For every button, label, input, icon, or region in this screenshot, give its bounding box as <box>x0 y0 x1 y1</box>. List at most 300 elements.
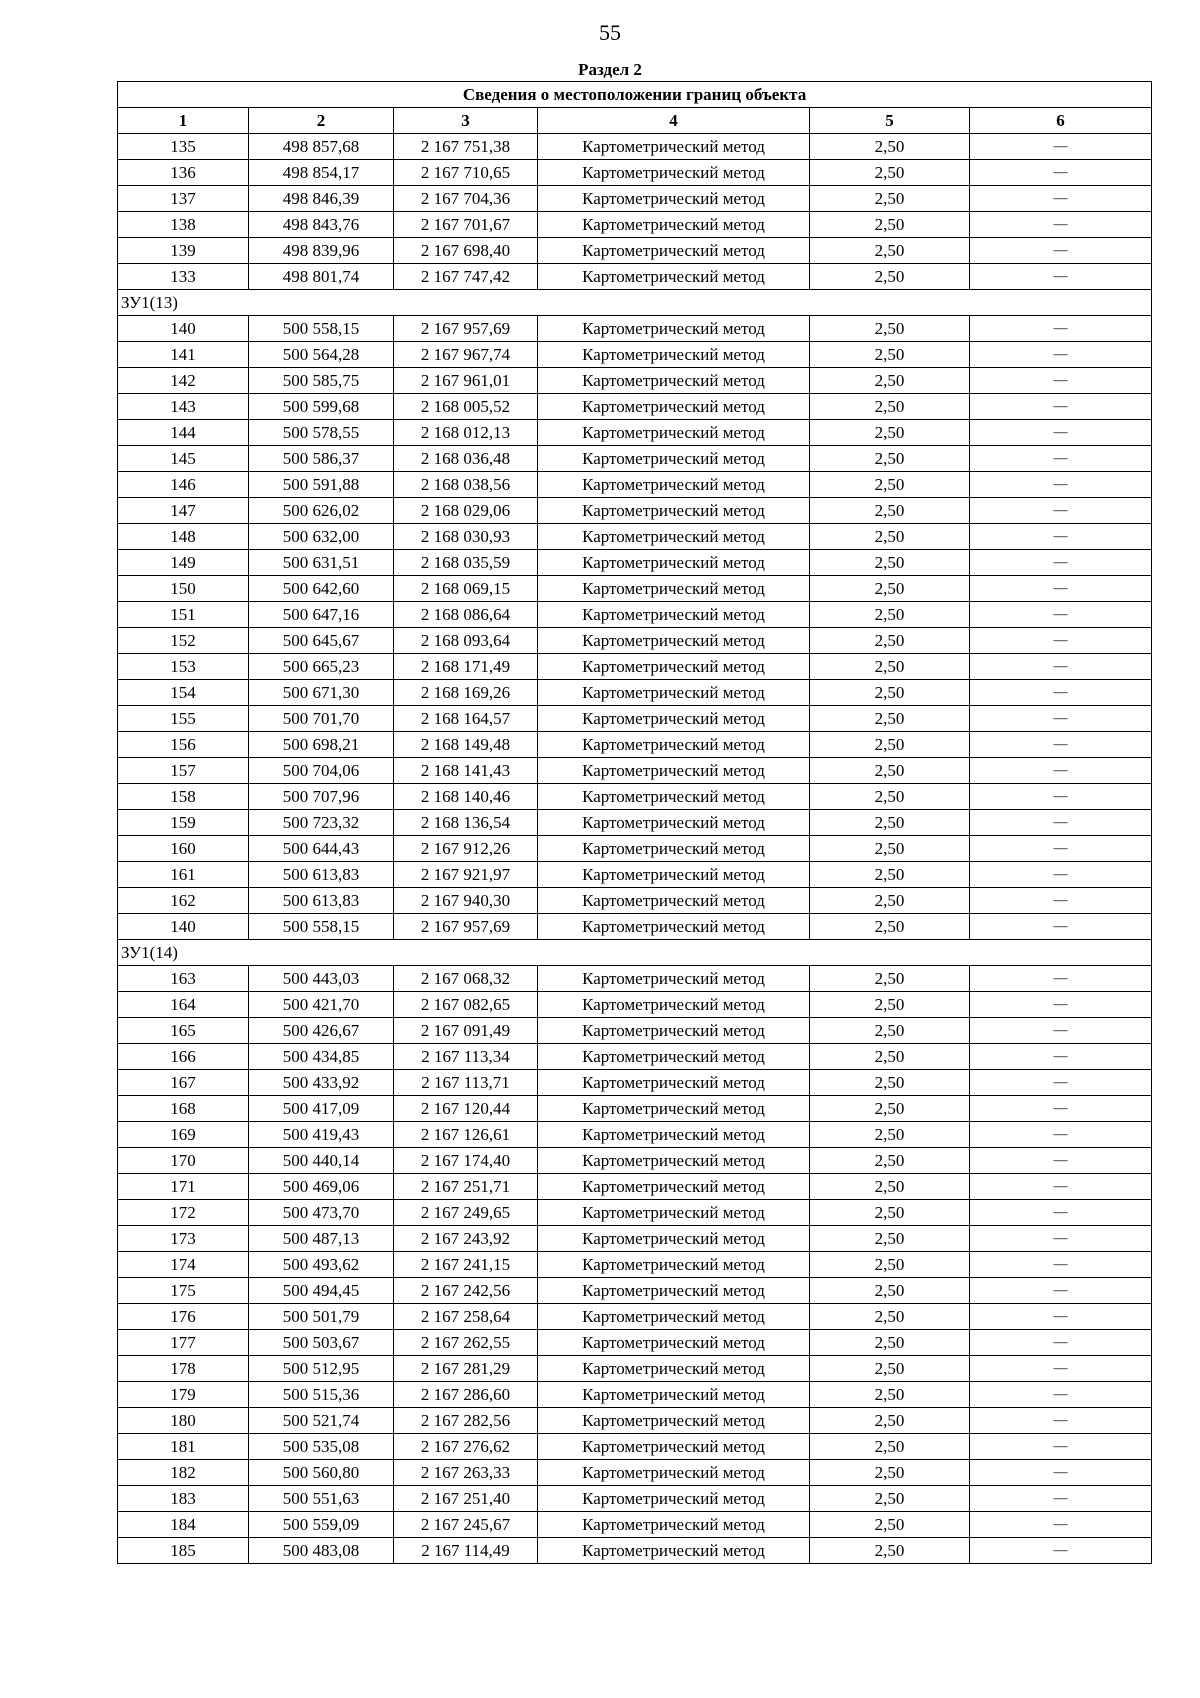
accuracy-cell: 2,50 <box>810 1122 970 1148</box>
table-row <box>118 732 1152 758</box>
method-cell: Картометрический метод <box>538 992 810 1018</box>
description-cell: — <box>970 1512 1152 1538</box>
method-cell: Картометрический метод <box>538 680 810 706</box>
table-row <box>118 1460 1152 1486</box>
x-coordinate-cell: 500 443,03 <box>249 966 394 992</box>
y-coordinate-cell: 2 167 251,40 <box>394 1486 538 1512</box>
description-cell: — <box>970 1486 1152 1512</box>
description-cell: — <box>970 264 1152 290</box>
accuracy-cell: 2,50 <box>810 368 970 394</box>
description-cell: — <box>970 1252 1152 1278</box>
y-coordinate-cell: 2 167 921,97 <box>394 862 538 888</box>
description-cell: — <box>970 914 1152 940</box>
point-number-cell: 168 <box>118 1096 249 1122</box>
x-coordinate-cell: 500 723,32 <box>249 810 394 836</box>
y-coordinate-cell: 2 167 241,15 <box>394 1252 538 1278</box>
table-row <box>118 446 1152 472</box>
description-cell: — <box>970 316 1152 342</box>
column-header-2: 2 <box>249 108 394 134</box>
point-number-cell: 182 <box>118 1460 249 1486</box>
x-coordinate-cell: 500 586,37 <box>249 446 394 472</box>
description-cell: — <box>970 784 1152 810</box>
description-cell: — <box>970 1122 1152 1148</box>
table-title-row <box>118 82 1152 108</box>
x-coordinate-cell: 500 613,83 <box>249 862 394 888</box>
point-number-cell: 144 <box>118 420 249 446</box>
y-coordinate-cell: 2 168 086,64 <box>394 602 538 628</box>
accuracy-cell: 2,50 <box>810 1330 970 1356</box>
description-cell: — <box>970 1434 1152 1460</box>
table-row <box>118 342 1152 368</box>
x-coordinate-cell: 500 421,70 <box>249 992 394 1018</box>
method-cell: Картометрический метод <box>538 836 810 862</box>
y-coordinate-cell: 2 168 140,46 <box>394 784 538 810</box>
y-coordinate-cell: 2 167 243,92 <box>394 1226 538 1252</box>
table-row <box>118 1486 1152 1512</box>
x-coordinate-cell: 500 644,43 <box>249 836 394 862</box>
y-coordinate-cell: 2 167 113,34 <box>394 1044 538 1070</box>
description-cell: — <box>970 524 1152 550</box>
table-row <box>118 1174 1152 1200</box>
x-coordinate-cell: 500 698,21 <box>249 732 394 758</box>
y-coordinate-cell: 2 168 038,56 <box>394 472 538 498</box>
x-coordinate-cell: 500 494,45 <box>249 1278 394 1304</box>
point-number-cell: 161 <box>118 862 249 888</box>
column-header-6: 6 <box>970 108 1152 134</box>
method-cell: Картометрический метод <box>538 446 810 472</box>
y-coordinate-cell: 2 167 957,69 <box>394 914 538 940</box>
method-cell: Картометрический метод <box>538 1382 810 1408</box>
x-coordinate-cell: 498 854,17 <box>249 160 394 186</box>
description-cell: — <box>970 836 1152 862</box>
accuracy-cell: 2,50 <box>810 1408 970 1434</box>
method-cell: Картометрический метод <box>538 342 810 368</box>
point-number-cell: 169 <box>118 1122 249 1148</box>
x-coordinate-cell: 500 578,55 <box>249 420 394 446</box>
method-cell: Картометрический метод <box>538 1200 810 1226</box>
group-header-row <box>118 290 1152 316</box>
point-number-cell: 173 <box>118 1226 249 1252</box>
point-number-cell: 156 <box>118 732 249 758</box>
table-row <box>118 628 1152 654</box>
table-row <box>118 368 1152 394</box>
y-coordinate-cell: 2 167 710,65 <box>394 160 538 186</box>
method-cell: Картометрический метод <box>538 134 810 160</box>
x-coordinate-cell: 500 631,51 <box>249 550 394 576</box>
accuracy-cell: 2,50 <box>810 810 970 836</box>
table-row <box>118 836 1152 862</box>
y-coordinate-cell: 2 167 940,30 <box>394 888 538 914</box>
y-coordinate-cell: 2 167 957,69 <box>394 316 538 342</box>
y-coordinate-cell: 2 167 276,62 <box>394 1434 538 1460</box>
table-row <box>118 472 1152 498</box>
accuracy-cell: 2,50 <box>810 888 970 914</box>
description-cell: — <box>970 238 1152 264</box>
table-row <box>118 1512 1152 1538</box>
point-number-cell: 165 <box>118 1018 249 1044</box>
point-number-cell: 150 <box>118 576 249 602</box>
method-cell: Картометрический метод <box>538 1434 810 1460</box>
x-coordinate-cell: 500 521,74 <box>249 1408 394 1434</box>
y-coordinate-cell: 2 167 091,49 <box>394 1018 538 1044</box>
table-row <box>118 1330 1152 1356</box>
table-row <box>118 238 1152 264</box>
description-cell: — <box>970 1278 1152 1304</box>
table-row <box>118 264 1152 290</box>
y-coordinate-cell: 2 167 747,42 <box>394 264 538 290</box>
table-row <box>118 602 1152 628</box>
x-coordinate-cell: 500 560,80 <box>249 1460 394 1486</box>
point-number-cell: 159 <box>118 810 249 836</box>
method-cell: Картометрический метод <box>538 1304 810 1330</box>
point-number-cell: 157 <box>118 758 249 784</box>
accuracy-cell: 2,50 <box>810 134 970 160</box>
description-cell: — <box>970 706 1152 732</box>
description-cell: — <box>970 446 1152 472</box>
point-number-cell: 172 <box>118 1200 249 1226</box>
column-header-row <box>118 108 1152 134</box>
column-header-4: 4 <box>538 108 810 134</box>
y-coordinate-cell: 2 167 068,32 <box>394 966 538 992</box>
point-number-cell: 140 <box>118 914 249 940</box>
column-header-1: 1 <box>118 108 249 134</box>
method-cell: Картометрический метод <box>538 1356 810 1382</box>
method-cell: Картометрический метод <box>538 394 810 420</box>
y-coordinate-cell: 2 167 082,65 <box>394 992 538 1018</box>
method-cell: Картометрический метод <box>538 1096 810 1122</box>
table-row <box>118 1096 1152 1122</box>
y-coordinate-cell: 2 168 030,93 <box>394 524 538 550</box>
y-coordinate-cell: 2 168 169,26 <box>394 680 538 706</box>
x-coordinate-cell: 500 707,96 <box>249 784 394 810</box>
method-cell: Картометрический метод <box>538 706 810 732</box>
point-number-cell: 185 <box>118 1538 249 1564</box>
description-cell: — <box>970 1070 1152 1096</box>
description-cell: — <box>970 1096 1152 1122</box>
accuracy-cell: 2,50 <box>810 706 970 732</box>
x-coordinate-cell: 498 839,96 <box>249 238 394 264</box>
method-cell: Картометрический метод <box>538 524 810 550</box>
y-coordinate-cell: 2 167 967,74 <box>394 342 538 368</box>
y-coordinate-cell: 2 167 751,38 <box>394 134 538 160</box>
description-cell: — <box>970 550 1152 576</box>
description-cell: — <box>970 134 1152 160</box>
point-number-cell: 135 <box>118 134 249 160</box>
description-cell: — <box>970 966 1152 992</box>
table-row <box>118 1408 1152 1434</box>
method-cell: Картометрический метод <box>538 1148 810 1174</box>
description-cell: — <box>970 368 1152 394</box>
accuracy-cell: 2,50 <box>810 524 970 550</box>
x-coordinate-cell: 500 599,68 <box>249 394 394 420</box>
method-cell: Картометрический метод <box>538 888 810 914</box>
page-number: 55 <box>599 20 621 45</box>
point-number-cell: 164 <box>118 992 249 1018</box>
table-row <box>118 758 1152 784</box>
point-number-cell: 136 <box>118 160 249 186</box>
method-cell: Картометрический метод <box>538 160 810 186</box>
accuracy-cell: 2,50 <box>810 420 970 446</box>
accuracy-cell: 2,50 <box>810 862 970 888</box>
description-cell: — <box>970 1330 1152 1356</box>
method-cell: Картометрический метод <box>538 472 810 498</box>
table-row <box>118 1538 1152 1564</box>
description-cell: — <box>970 1200 1152 1226</box>
x-coordinate-cell: 500 701,70 <box>249 706 394 732</box>
point-number-cell: 146 <box>118 472 249 498</box>
accuracy-cell: 2,50 <box>810 342 970 368</box>
boundary-coordinates-table <box>117 81 1152 1564</box>
table-row <box>118 160 1152 186</box>
x-coordinate-cell: 500 591,88 <box>249 472 394 498</box>
group-label: ЗУ1(14) <box>118 940 1152 966</box>
x-coordinate-cell: 498 843,76 <box>249 212 394 238</box>
y-coordinate-cell: 2 168 069,15 <box>394 576 538 602</box>
y-coordinate-cell: 2 167 114,49 <box>394 1538 538 1564</box>
table-row <box>118 1356 1152 1382</box>
x-coordinate-cell: 500 647,16 <box>249 602 394 628</box>
table-row <box>118 1122 1152 1148</box>
point-number-cell: 148 <box>118 524 249 550</box>
accuracy-cell: 2,50 <box>810 264 970 290</box>
description-cell: — <box>970 186 1152 212</box>
x-coordinate-cell: 498 846,39 <box>249 186 394 212</box>
column-header-5: 5 <box>810 108 970 134</box>
x-coordinate-cell: 500 704,06 <box>249 758 394 784</box>
accuracy-cell: 2,50 <box>810 1486 970 1512</box>
y-coordinate-cell: 2 168 093,64 <box>394 628 538 654</box>
description-cell: — <box>970 1226 1152 1252</box>
accuracy-cell: 2,50 <box>810 1278 970 1304</box>
accuracy-cell: 2,50 <box>810 1512 970 1538</box>
point-number-cell: 145 <box>118 446 249 472</box>
method-cell: Картометрический метод <box>538 576 810 602</box>
table-row <box>118 706 1152 732</box>
y-coordinate-cell: 2 167 282,56 <box>394 1408 538 1434</box>
x-coordinate-cell: 500 551,63 <box>249 1486 394 1512</box>
table-row <box>118 1044 1152 1070</box>
x-coordinate-cell: 500 559,09 <box>249 1512 394 1538</box>
method-cell: Картометрический метод <box>538 498 810 524</box>
table-row <box>118 498 1152 524</box>
x-coordinate-cell: 500 440,14 <box>249 1148 394 1174</box>
table-row <box>118 862 1152 888</box>
accuracy-cell: 2,50 <box>810 1070 970 1096</box>
description-cell: — <box>970 758 1152 784</box>
description-cell: — <box>970 1538 1152 1564</box>
point-number-cell: 162 <box>118 888 249 914</box>
point-number-cell: 143 <box>118 394 249 420</box>
x-coordinate-cell: 500 558,15 <box>249 316 394 342</box>
point-number-cell: 179 <box>118 1382 249 1408</box>
table-row <box>118 888 1152 914</box>
point-number-cell: 176 <box>118 1304 249 1330</box>
table-row <box>118 212 1152 238</box>
y-coordinate-cell: 2 167 281,29 <box>394 1356 538 1382</box>
description-cell: — <box>970 1408 1152 1434</box>
accuracy-cell: 2,50 <box>810 1200 970 1226</box>
method-cell: Картометрический метод <box>538 914 810 940</box>
method-cell: Картометрический метод <box>538 1330 810 1356</box>
point-number-cell: 153 <box>118 654 249 680</box>
method-cell: Картометрический метод <box>538 966 810 992</box>
point-number-cell: 151 <box>118 602 249 628</box>
table-row <box>118 1304 1152 1330</box>
point-number-cell: 142 <box>118 368 249 394</box>
accuracy-cell: 2,50 <box>810 680 970 706</box>
accuracy-cell: 2,50 <box>810 602 970 628</box>
accuracy-cell: 2,50 <box>810 550 970 576</box>
x-coordinate-cell: 500 585,75 <box>249 368 394 394</box>
y-coordinate-cell: 2 167 286,60 <box>394 1382 538 1408</box>
point-number-cell: 155 <box>118 706 249 732</box>
method-cell: Картометрический метод <box>538 212 810 238</box>
method-cell: Картометрический метод <box>538 550 810 576</box>
description-cell: — <box>970 160 1152 186</box>
method-cell: Картометрический метод <box>538 758 810 784</box>
accuracy-cell: 2,50 <box>810 576 970 602</box>
method-cell: Картометрический метод <box>538 628 810 654</box>
description-cell: — <box>970 1044 1152 1070</box>
table-row <box>118 1226 1152 1252</box>
point-number-cell: 167 <box>118 1070 249 1096</box>
point-number-cell: 154 <box>118 680 249 706</box>
accuracy-cell: 2,50 <box>810 472 970 498</box>
method-cell: Картометрический метод <box>538 602 810 628</box>
y-coordinate-cell: 2 168 136,54 <box>394 810 538 836</box>
accuracy-cell: 2,50 <box>810 1096 970 1122</box>
accuracy-cell: 2,50 <box>810 1252 970 1278</box>
description-cell: — <box>970 732 1152 758</box>
point-number-cell: 158 <box>118 784 249 810</box>
method-cell: Картометрический метод <box>538 1460 810 1486</box>
table-row <box>118 1070 1152 1096</box>
point-number-cell: 177 <box>118 1330 249 1356</box>
x-coordinate-cell: 500 626,02 <box>249 498 394 524</box>
y-coordinate-cell: 2 167 245,67 <box>394 1512 538 1538</box>
method-cell: Картометрический метод <box>538 1122 810 1148</box>
accuracy-cell: 2,50 <box>810 238 970 264</box>
accuracy-cell: 2,50 <box>810 758 970 784</box>
accuracy-cell: 2,50 <box>810 1044 970 1070</box>
method-cell: Картометрический метод <box>538 186 810 212</box>
x-coordinate-cell: 500 433,92 <box>249 1070 394 1096</box>
point-number-cell: 137 <box>118 186 249 212</box>
method-cell: Картометрический метод <box>538 1044 810 1070</box>
x-coordinate-cell: 500 469,06 <box>249 1174 394 1200</box>
description-cell: — <box>970 1148 1152 1174</box>
description-cell: — <box>970 576 1152 602</box>
table-row <box>118 186 1152 212</box>
method-cell: Картометрический метод <box>538 1486 810 1512</box>
point-number-cell: 184 <box>118 1512 249 1538</box>
y-coordinate-cell: 2 167 912,26 <box>394 836 538 862</box>
x-coordinate-cell: 500 671,30 <box>249 680 394 706</box>
point-number-cell: 163 <box>118 966 249 992</box>
method-cell: Картометрический метод <box>538 732 810 758</box>
x-coordinate-cell: 498 857,68 <box>249 134 394 160</box>
group-label: ЗУ1(13) <box>118 290 1152 316</box>
description-cell: — <box>970 1382 1152 1408</box>
y-coordinate-cell: 2 167 251,71 <box>394 1174 538 1200</box>
method-cell: Картометрический метод <box>538 316 810 342</box>
point-number-cell: 175 <box>118 1278 249 1304</box>
accuracy-cell: 2,50 <box>810 394 970 420</box>
accuracy-cell: 2,50 <box>810 212 970 238</box>
accuracy-cell: 2,50 <box>810 498 970 524</box>
x-coordinate-cell: 500 665,23 <box>249 654 394 680</box>
point-number-cell: 178 <box>118 1356 249 1382</box>
method-cell: Картометрический метод <box>538 1252 810 1278</box>
accuracy-cell: 2,50 <box>810 1356 970 1382</box>
accuracy-cell: 2,50 <box>810 1460 970 1486</box>
y-coordinate-cell: 2 167 258,64 <box>394 1304 538 1330</box>
accuracy-cell: 2,50 <box>810 654 970 680</box>
description-cell: — <box>970 394 1152 420</box>
description-cell: — <box>970 420 1152 446</box>
description-cell: — <box>970 680 1152 706</box>
y-coordinate-cell: 2 168 035,59 <box>394 550 538 576</box>
y-coordinate-cell: 2 167 126,61 <box>394 1122 538 1148</box>
accuracy-cell: 2,50 <box>810 1538 970 1564</box>
y-coordinate-cell: 2 168 171,49 <box>394 654 538 680</box>
table-row <box>118 1018 1152 1044</box>
description-cell: — <box>970 1356 1152 1382</box>
y-coordinate-cell: 2 168 164,57 <box>394 706 538 732</box>
table-row <box>118 550 1152 576</box>
x-coordinate-cell: 500 632,00 <box>249 524 394 550</box>
point-number-cell: 141 <box>118 342 249 368</box>
accuracy-cell: 2,50 <box>810 784 970 810</box>
y-coordinate-cell: 2 167 120,44 <box>394 1096 538 1122</box>
table-row <box>118 966 1152 992</box>
y-coordinate-cell: 2 168 141,43 <box>394 758 538 784</box>
description-cell: — <box>970 888 1152 914</box>
description-cell: — <box>970 628 1152 654</box>
y-coordinate-cell: 2 167 961,01 <box>394 368 538 394</box>
x-coordinate-cell: 500 642,60 <box>249 576 394 602</box>
accuracy-cell: 2,50 <box>810 914 970 940</box>
accuracy-cell: 2,50 <box>810 966 970 992</box>
column-header-3: 3 <box>394 108 538 134</box>
table-row <box>118 394 1152 420</box>
x-coordinate-cell: 500 535,08 <box>249 1434 394 1460</box>
x-coordinate-cell: 500 493,62 <box>249 1252 394 1278</box>
point-number-cell: 138 <box>118 212 249 238</box>
table-row <box>118 1148 1152 1174</box>
accuracy-cell: 2,50 <box>810 1304 970 1330</box>
x-coordinate-cell: 500 487,13 <box>249 1226 394 1252</box>
table-row <box>118 1382 1152 1408</box>
method-cell: Картометрический метод <box>538 1408 810 1434</box>
y-coordinate-cell: 2 167 263,33 <box>394 1460 538 1486</box>
point-number-cell: 183 <box>118 1486 249 1512</box>
x-coordinate-cell: 500 515,36 <box>249 1382 394 1408</box>
accuracy-cell: 2,50 <box>810 160 970 186</box>
x-coordinate-cell: 500 645,67 <box>249 628 394 654</box>
y-coordinate-cell: 2 167 262,55 <box>394 1330 538 1356</box>
point-number-cell: 133 <box>118 264 249 290</box>
table-row <box>118 1252 1152 1278</box>
x-coordinate-cell: 500 512,95 <box>249 1356 394 1382</box>
point-number-cell: 170 <box>118 1148 249 1174</box>
y-coordinate-cell: 2 167 704,36 <box>394 186 538 212</box>
table-row <box>118 1434 1152 1460</box>
y-coordinate-cell: 2 167 249,65 <box>394 1200 538 1226</box>
x-coordinate-cell: 500 417,09 <box>249 1096 394 1122</box>
accuracy-cell: 2,50 <box>810 628 970 654</box>
method-cell: Картометрический метод <box>538 654 810 680</box>
